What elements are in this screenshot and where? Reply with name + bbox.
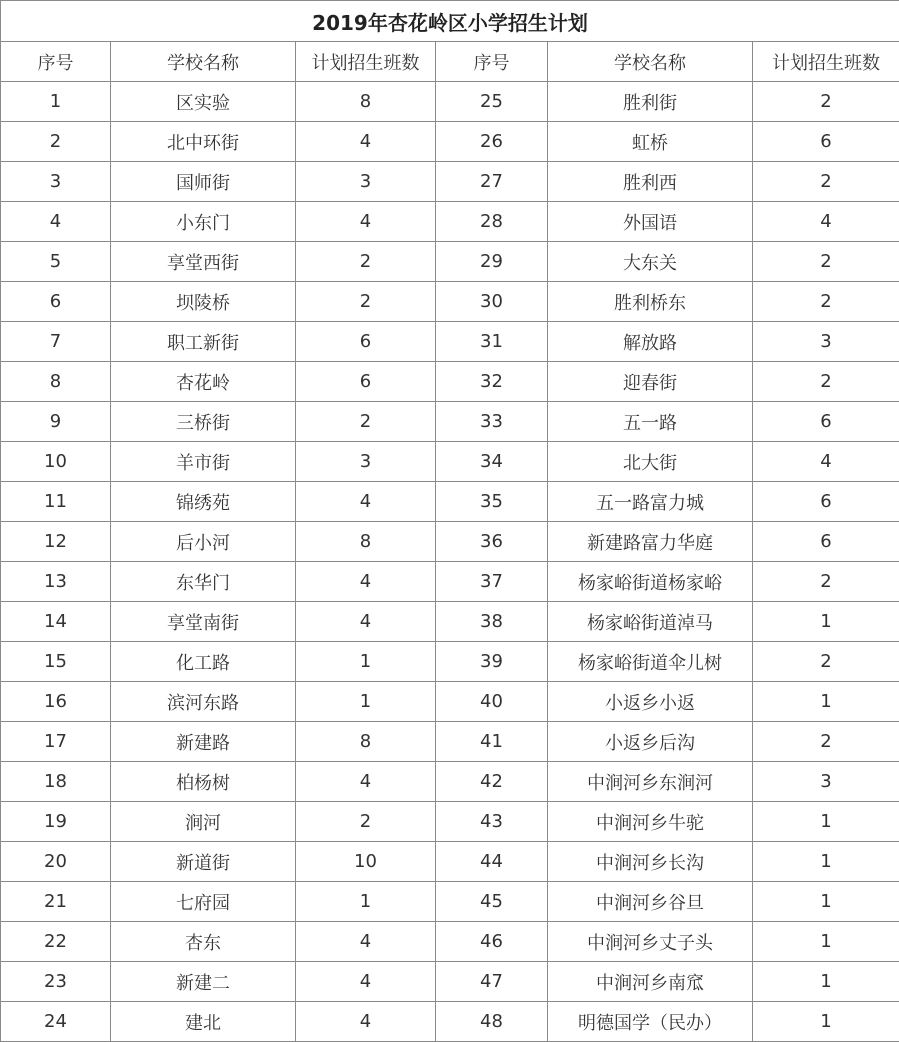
table-row (1, 962, 899, 1002)
cell-school-right: 明德国学（民办） (548, 1002, 753, 1042)
cell-seq-left: 12 (1, 522, 111, 562)
header-classes-left: 计划招生班数 (296, 42, 436, 82)
cell-seq-right: 37 (436, 562, 548, 602)
cell-classes-left: 1 (296, 642, 436, 682)
cell-seq-left: 14 (1, 602, 111, 642)
cell-classes-right: 4 (753, 202, 899, 242)
cell-school-right: 胜利桥东 (548, 282, 753, 322)
cell-seq-right: 45 (436, 882, 548, 922)
cell-school-right: 杨家峪街道淖马 (548, 602, 753, 642)
cell-school-right: 五一路 (548, 402, 753, 442)
table-row (1, 522, 899, 562)
cell-classes-right: 1 (753, 1002, 899, 1042)
cell-seq-left: 23 (1, 962, 111, 1002)
cell-classes-left: 3 (296, 162, 436, 202)
cell-seq-right: 25 (436, 82, 548, 122)
cell-seq-left: 3 (1, 162, 111, 202)
cell-seq-left: 20 (1, 842, 111, 882)
table-row (1, 922, 899, 962)
cell-school-right: 中涧河乡东涧河 (548, 762, 753, 802)
cell-classes-right: 2 (753, 82, 899, 122)
cell-classes-right: 1 (753, 962, 899, 1002)
cell-classes-right: 6 (753, 522, 899, 562)
cell-seq-right: 33 (436, 402, 548, 442)
cell-classes-right: 1 (753, 882, 899, 922)
cell-seq-right: 44 (436, 842, 548, 882)
cell-classes-right: 1 (753, 602, 899, 642)
table-row (1, 1002, 899, 1042)
cell-seq-right: 46 (436, 922, 548, 962)
cell-classes-left: 2 (296, 802, 436, 842)
cell-school-right: 中涧河乡长沟 (548, 842, 753, 882)
cell-school-right: 五一路富力城 (548, 482, 753, 522)
cell-seq-right: 39 (436, 642, 548, 682)
cell-classes-right: 2 (753, 562, 899, 602)
cell-classes-left: 1 (296, 882, 436, 922)
cell-classes-left: 10 (296, 842, 436, 882)
cell-seq-left: 22 (1, 922, 111, 962)
cell-classes-right: 3 (753, 322, 899, 362)
table-row (1, 442, 899, 482)
cell-seq-right: 38 (436, 602, 548, 642)
table-row (1, 802, 899, 842)
cell-school-right: 杨家峪街道伞儿树 (548, 642, 753, 682)
cell-school-left: 职工新街 (111, 322, 296, 362)
cell-school-left: 后小河 (111, 522, 296, 562)
cell-classes-left: 4 (296, 762, 436, 802)
cell-seq-left: 13 (1, 562, 111, 602)
cell-school-left: 享堂南街 (111, 602, 296, 642)
cell-school-right: 解放路 (548, 322, 753, 362)
cell-school-left: 建北 (111, 1002, 296, 1042)
table-title: 2019年杏花岭区小学招生计划 (1, 1, 899, 42)
cell-school-right: 虹桥 (548, 122, 753, 162)
cell-classes-right: 2 (753, 282, 899, 322)
cell-school-right: 杨家峪街道杨家峪 (548, 562, 753, 602)
cell-seq-left: 6 (1, 282, 111, 322)
cell-seq-right: 35 (436, 482, 548, 522)
cell-school-left: 区实验 (111, 82, 296, 122)
cell-seq-right: 30 (436, 282, 548, 322)
cell-school-right: 小返乡后沟 (548, 722, 753, 762)
cell-seq-right: 42 (436, 762, 548, 802)
cell-classes-right: 3 (753, 762, 899, 802)
cell-school-right: 胜利西 (548, 162, 753, 202)
cell-seq-right: 36 (436, 522, 548, 562)
cell-classes-left: 8 (296, 522, 436, 562)
cell-school-left: 七府园 (111, 882, 296, 922)
cell-seq-right: 47 (436, 962, 548, 1002)
cell-school-left: 享堂西街 (111, 242, 296, 282)
cell-school-left: 涧河 (111, 802, 296, 842)
cell-seq-left: 19 (1, 802, 111, 842)
cell-seq-left: 24 (1, 1002, 111, 1042)
cell-school-left: 新建路 (111, 722, 296, 762)
table-row (1, 122, 899, 162)
cell-school-right: 中涧河乡南窊 (548, 962, 753, 1002)
cell-seq-right: 27 (436, 162, 548, 202)
header-row (1, 42, 899, 82)
cell-classes-right: 6 (753, 482, 899, 522)
cell-classes-left: 2 (296, 402, 436, 442)
cell-seq-right: 32 (436, 362, 548, 402)
cell-seq-left: 15 (1, 642, 111, 682)
cell-seq-right: 26 (436, 122, 548, 162)
cell-school-left: 三桥街 (111, 402, 296, 442)
cell-school-left: 柏杨树 (111, 762, 296, 802)
cell-classes-left: 2 (296, 282, 436, 322)
header-seq-left: 序号 (1, 42, 111, 82)
cell-school-left: 羊市街 (111, 442, 296, 482)
cell-school-right: 中涧河乡丈子头 (548, 922, 753, 962)
cell-classes-right: 2 (753, 242, 899, 282)
cell-seq-left: 11 (1, 482, 111, 522)
cell-classes-left: 4 (296, 562, 436, 602)
cell-seq-left: 5 (1, 242, 111, 282)
table-row (1, 322, 899, 362)
cell-seq-right: 29 (436, 242, 548, 282)
cell-seq-left: 17 (1, 722, 111, 762)
cell-seq-left: 2 (1, 122, 111, 162)
cell-classes-right: 1 (753, 922, 899, 962)
table-row (1, 642, 899, 682)
cell-school-right: 新建路富力华庭 (548, 522, 753, 562)
table-row (1, 202, 899, 242)
table-row (1, 162, 899, 202)
cell-classes-right: 2 (753, 162, 899, 202)
cell-classes-right: 2 (753, 642, 899, 682)
cell-school-right: 北大街 (548, 442, 753, 482)
cell-school-left: 北中环街 (111, 122, 296, 162)
cell-school-left: 小东门 (111, 202, 296, 242)
cell-seq-left: 21 (1, 882, 111, 922)
header-classes-right: 计划招生班数 (753, 42, 899, 82)
cell-seq-right: 43 (436, 802, 548, 842)
table-row (1, 562, 899, 602)
cell-classes-left: 4 (296, 202, 436, 242)
cell-seq-left: 18 (1, 762, 111, 802)
cell-school-left: 化工路 (111, 642, 296, 682)
cell-seq-right: 28 (436, 202, 548, 242)
table-row (1, 722, 899, 762)
cell-school-right: 中涧河乡牛驼 (548, 802, 753, 842)
cell-classes-right: 1 (753, 842, 899, 882)
title-row (1, 1, 899, 42)
cell-classes-right: 2 (753, 362, 899, 402)
header-seq-right: 序号 (436, 42, 548, 82)
cell-classes-left: 2 (296, 242, 436, 282)
table-row (1, 682, 899, 722)
table-body (1, 82, 899, 1042)
cell-school-left: 国师街 (111, 162, 296, 202)
cell-classes-left: 6 (296, 322, 436, 362)
cell-seq-left: 7 (1, 322, 111, 362)
cell-school-left: 锦绣苑 (111, 482, 296, 522)
cell-classes-left: 4 (296, 482, 436, 522)
table-row (1, 762, 899, 802)
cell-school-right: 中涧河乡谷旦 (548, 882, 753, 922)
cell-classes-left: 4 (296, 602, 436, 642)
table-row (1, 602, 899, 642)
cell-seq-left: 1 (1, 82, 111, 122)
cell-school-left: 杏东 (111, 922, 296, 962)
cell-seq-right: 48 (436, 1002, 548, 1042)
cell-seq-left: 9 (1, 402, 111, 442)
cell-classes-left: 8 (296, 722, 436, 762)
cell-classes-right: 2 (753, 722, 899, 762)
cell-classes-left: 4 (296, 122, 436, 162)
cell-seq-right: 41 (436, 722, 548, 762)
cell-school-right: 胜利街 (548, 82, 753, 122)
header-school-left: 学校名称 (111, 42, 296, 82)
header-school-right: 学校名称 (548, 42, 753, 82)
cell-classes-left: 3 (296, 442, 436, 482)
cell-seq-right: 34 (436, 442, 548, 482)
table-row (1, 842, 899, 882)
table-row (1, 82, 899, 122)
cell-seq-left: 4 (1, 202, 111, 242)
cell-classes-right: 6 (753, 122, 899, 162)
table-row (1, 362, 899, 402)
table-row (1, 282, 899, 322)
cell-classes-right: 1 (753, 802, 899, 842)
table-row (1, 402, 899, 442)
cell-seq-left: 16 (1, 682, 111, 722)
cell-school-left: 坝陵桥 (111, 282, 296, 322)
table-row (1, 242, 899, 282)
table-row (1, 482, 899, 522)
cell-school-right: 外国语 (548, 202, 753, 242)
cell-school-left: 滨河东路 (111, 682, 296, 722)
cell-classes-left: 4 (296, 922, 436, 962)
cell-school-right: 大东关 (548, 242, 753, 282)
cell-classes-right: 4 (753, 442, 899, 482)
cell-classes-left: 1 (296, 682, 436, 722)
cell-school-right: 迎春街 (548, 362, 753, 402)
cell-school-right: 小返乡小返 (548, 682, 753, 722)
cell-classes-right: 1 (753, 682, 899, 722)
cell-seq-right: 40 (436, 682, 548, 722)
cell-classes-left: 8 (296, 82, 436, 122)
cell-school-left: 杏花岭 (111, 362, 296, 402)
cell-classes-left: 4 (296, 962, 436, 1002)
cell-classes-left: 4 (296, 1002, 436, 1042)
cell-classes-left: 6 (296, 362, 436, 402)
cell-school-left: 新建二 (111, 962, 296, 1002)
table-row (1, 882, 899, 922)
cell-seq-right: 31 (436, 322, 548, 362)
cell-school-left: 东华门 (111, 562, 296, 602)
cell-school-left: 新道街 (111, 842, 296, 882)
cell-seq-left: 10 (1, 442, 111, 482)
cell-classes-right: 6 (753, 402, 899, 442)
cell-seq-left: 8 (1, 362, 111, 402)
